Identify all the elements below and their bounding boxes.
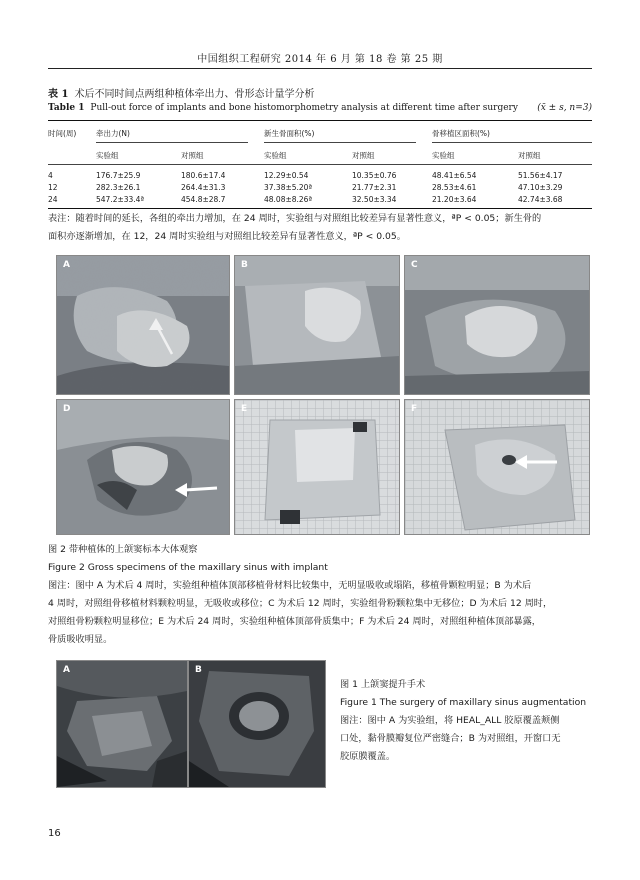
figure2-panel-e	[234, 399, 400, 535]
specimen-photo-b	[235, 256, 399, 394]
figure2-caption-line: 骨质吸收明显。	[48, 634, 113, 645]
table-cell: 176.7±25.9	[96, 171, 141, 180]
table-top-rule	[48, 120, 592, 121]
table-cell: 37.38±5.20ª	[264, 183, 312, 192]
table-cell: 282.3±26.1	[96, 183, 141, 192]
table-group-pullout: 牵出力(N)	[96, 129, 130, 138]
table-subrule-2	[264, 142, 416, 143]
figure2-panel-a	[56, 255, 230, 395]
figure2-panel-b	[234, 255, 400, 395]
table-cell: 547.2±33.4ª	[96, 195, 144, 204]
specimen-photo-a	[57, 256, 229, 394]
table-cell: 21.20±3.64	[432, 195, 477, 204]
specimen-photo-c	[405, 256, 589, 394]
page-number: 16	[48, 828, 61, 839]
panel-label-fig1-a: A	[63, 665, 70, 675]
figure2-panel-f	[404, 399, 590, 535]
table-group-newbone: 新生骨面积(%)	[264, 129, 315, 138]
table-subrule-1	[96, 142, 248, 143]
figure2-title-en: Figure 2 Gross specimens of the maxillary sinus with implant	[48, 562, 328, 573]
table-group-graft: 骨移植区面积(%)	[432, 129, 490, 138]
panel-label-fig1-b: B	[195, 665, 202, 675]
table1-label-en: Table 1	[48, 103, 85, 113]
header-rule	[48, 68, 592, 69]
table-note-line: 面积亦逐渐增加，在 12，24 周时实验组与对照组比较差异有显著性意义，ªP < 0.05。	[48, 231, 406, 242]
table-subhead: 对照组	[352, 151, 375, 160]
figure1-caption-line: 口处，黏骨膜瓣复位严密缝合；B 为对照组，开窗口无	[340, 733, 561, 744]
table-cell: 264.4±31.3	[181, 183, 226, 192]
table-cell: 10.35±0.76	[352, 171, 397, 180]
table-subhead: 实验组	[432, 151, 455, 160]
table-subhead: 实验组	[264, 151, 287, 160]
figure1-caption-line: 胶原膜覆盖。	[340, 751, 396, 762]
surgery-photo-a	[57, 661, 187, 787]
figure1-panel-b	[188, 660, 326, 788]
figure1-caption-line: 图注：图中 A 为实验组，将 HEAL_ALL 胶原覆盖颊侧	[340, 715, 560, 726]
table-cell-time: 4	[48, 171, 53, 180]
table-cell: 12.29±0.54	[264, 171, 309, 180]
table-cell: 48.41±6.54	[432, 171, 477, 180]
table-cell: 51.56±4.17	[518, 171, 563, 180]
figure1-panel-a	[56, 660, 188, 788]
table1-title-cn: 术后不同时间点两组种植体牵出力、骨形态计量学分析	[74, 89, 315, 100]
panel-label-f: F	[411, 404, 418, 414]
specimen-photo-e	[235, 400, 399, 534]
table-cell: 180.6±17.4	[181, 171, 226, 180]
panel-label-c: C	[411, 260, 418, 270]
table1-caption-en	[48, 103, 518, 113]
figure2-panel-c	[404, 255, 590, 395]
specimen-photo-d	[57, 400, 229, 534]
table1-label: 表 1	[48, 89, 69, 100]
panel-label-d: D	[63, 404, 71, 414]
table-note-line: 表注：随着时间的延长，各组的牵出力增加，在 24 周时，实验组与对照组比较差异有显著性意义，ªP < 0.05；新生骨的	[48, 213, 542, 224]
specimen-photo-f	[405, 400, 589, 534]
panel-label-e: E	[241, 404, 248, 414]
table-subhead: 实验组	[96, 151, 119, 160]
table-cell-time: 12	[48, 183, 58, 192]
table-cell: 21.77±2.31	[352, 183, 397, 192]
table-col-time: 时间(周)	[48, 129, 77, 138]
figure2-caption-line: 对照组骨粉颗粒明显移位；E 为术后 24 周时，实验组种植体顶部骨质集中；F 为术后 24 周时，对照组种植体顶部暴露，	[48, 616, 541, 627]
table1-caption-cn	[48, 85, 314, 100]
figure2-panel-d	[56, 399, 230, 535]
table-cell: 454.8±28.7	[181, 195, 226, 204]
surgery-photo-b	[189, 661, 325, 787]
table-cell: 47.10±3.29	[518, 183, 563, 192]
figure1-title-en: Figure 1 The surgery of maxillary sinus augmentation	[340, 697, 587, 708]
panel-label-a: A	[63, 260, 70, 270]
table1-title-en: Pull-out force of implants and bone histomorphometry analysis at different time after surgery	[90, 103, 518, 113]
table-cell-time: 24	[48, 195, 58, 204]
table-cell: 42.74±3.68	[518, 195, 563, 204]
figure1-title-cn: 图 1 上颌窦提升手术	[340, 679, 426, 690]
figure2-title-cn: 图 2 带种植体的上颌窦标本大体观察	[48, 544, 198, 555]
panel-label-b: B	[241, 260, 248, 270]
table-bottom-rule	[48, 208, 592, 209]
table-subhead: 对照组	[181, 151, 204, 160]
table-cell: 48.08±8.26ª	[264, 195, 312, 204]
figure2-caption-line: 图注：图中 A 为术后 4 周时，实验组种植体顶部移植骨材料比较集中，无明显吸收或塌陷，移植骨颗粒明显；B 为术后	[48, 580, 532, 591]
table1-stat: (x̄ ± s, n=3)	[537, 103, 592, 113]
table-cell: 32.50±3.34	[352, 195, 397, 204]
table-head-rule	[48, 164, 592, 165]
journal-header: 中国组织工程研究 2014 年 6 月 第 18 卷 第 25 期	[197, 54, 443, 65]
figure2-caption-line: 4 周时，对照组骨移植材料颗粒明显，无吸收或移位；C 为术后 12 周时，实验组骨粉颗粒集中无移位；D 为术后 12 周时，	[48, 598, 553, 609]
table-subrule-3	[432, 142, 592, 143]
table-cell: 28.53±4.61	[432, 183, 477, 192]
table-subhead: 对照组	[518, 151, 541, 160]
